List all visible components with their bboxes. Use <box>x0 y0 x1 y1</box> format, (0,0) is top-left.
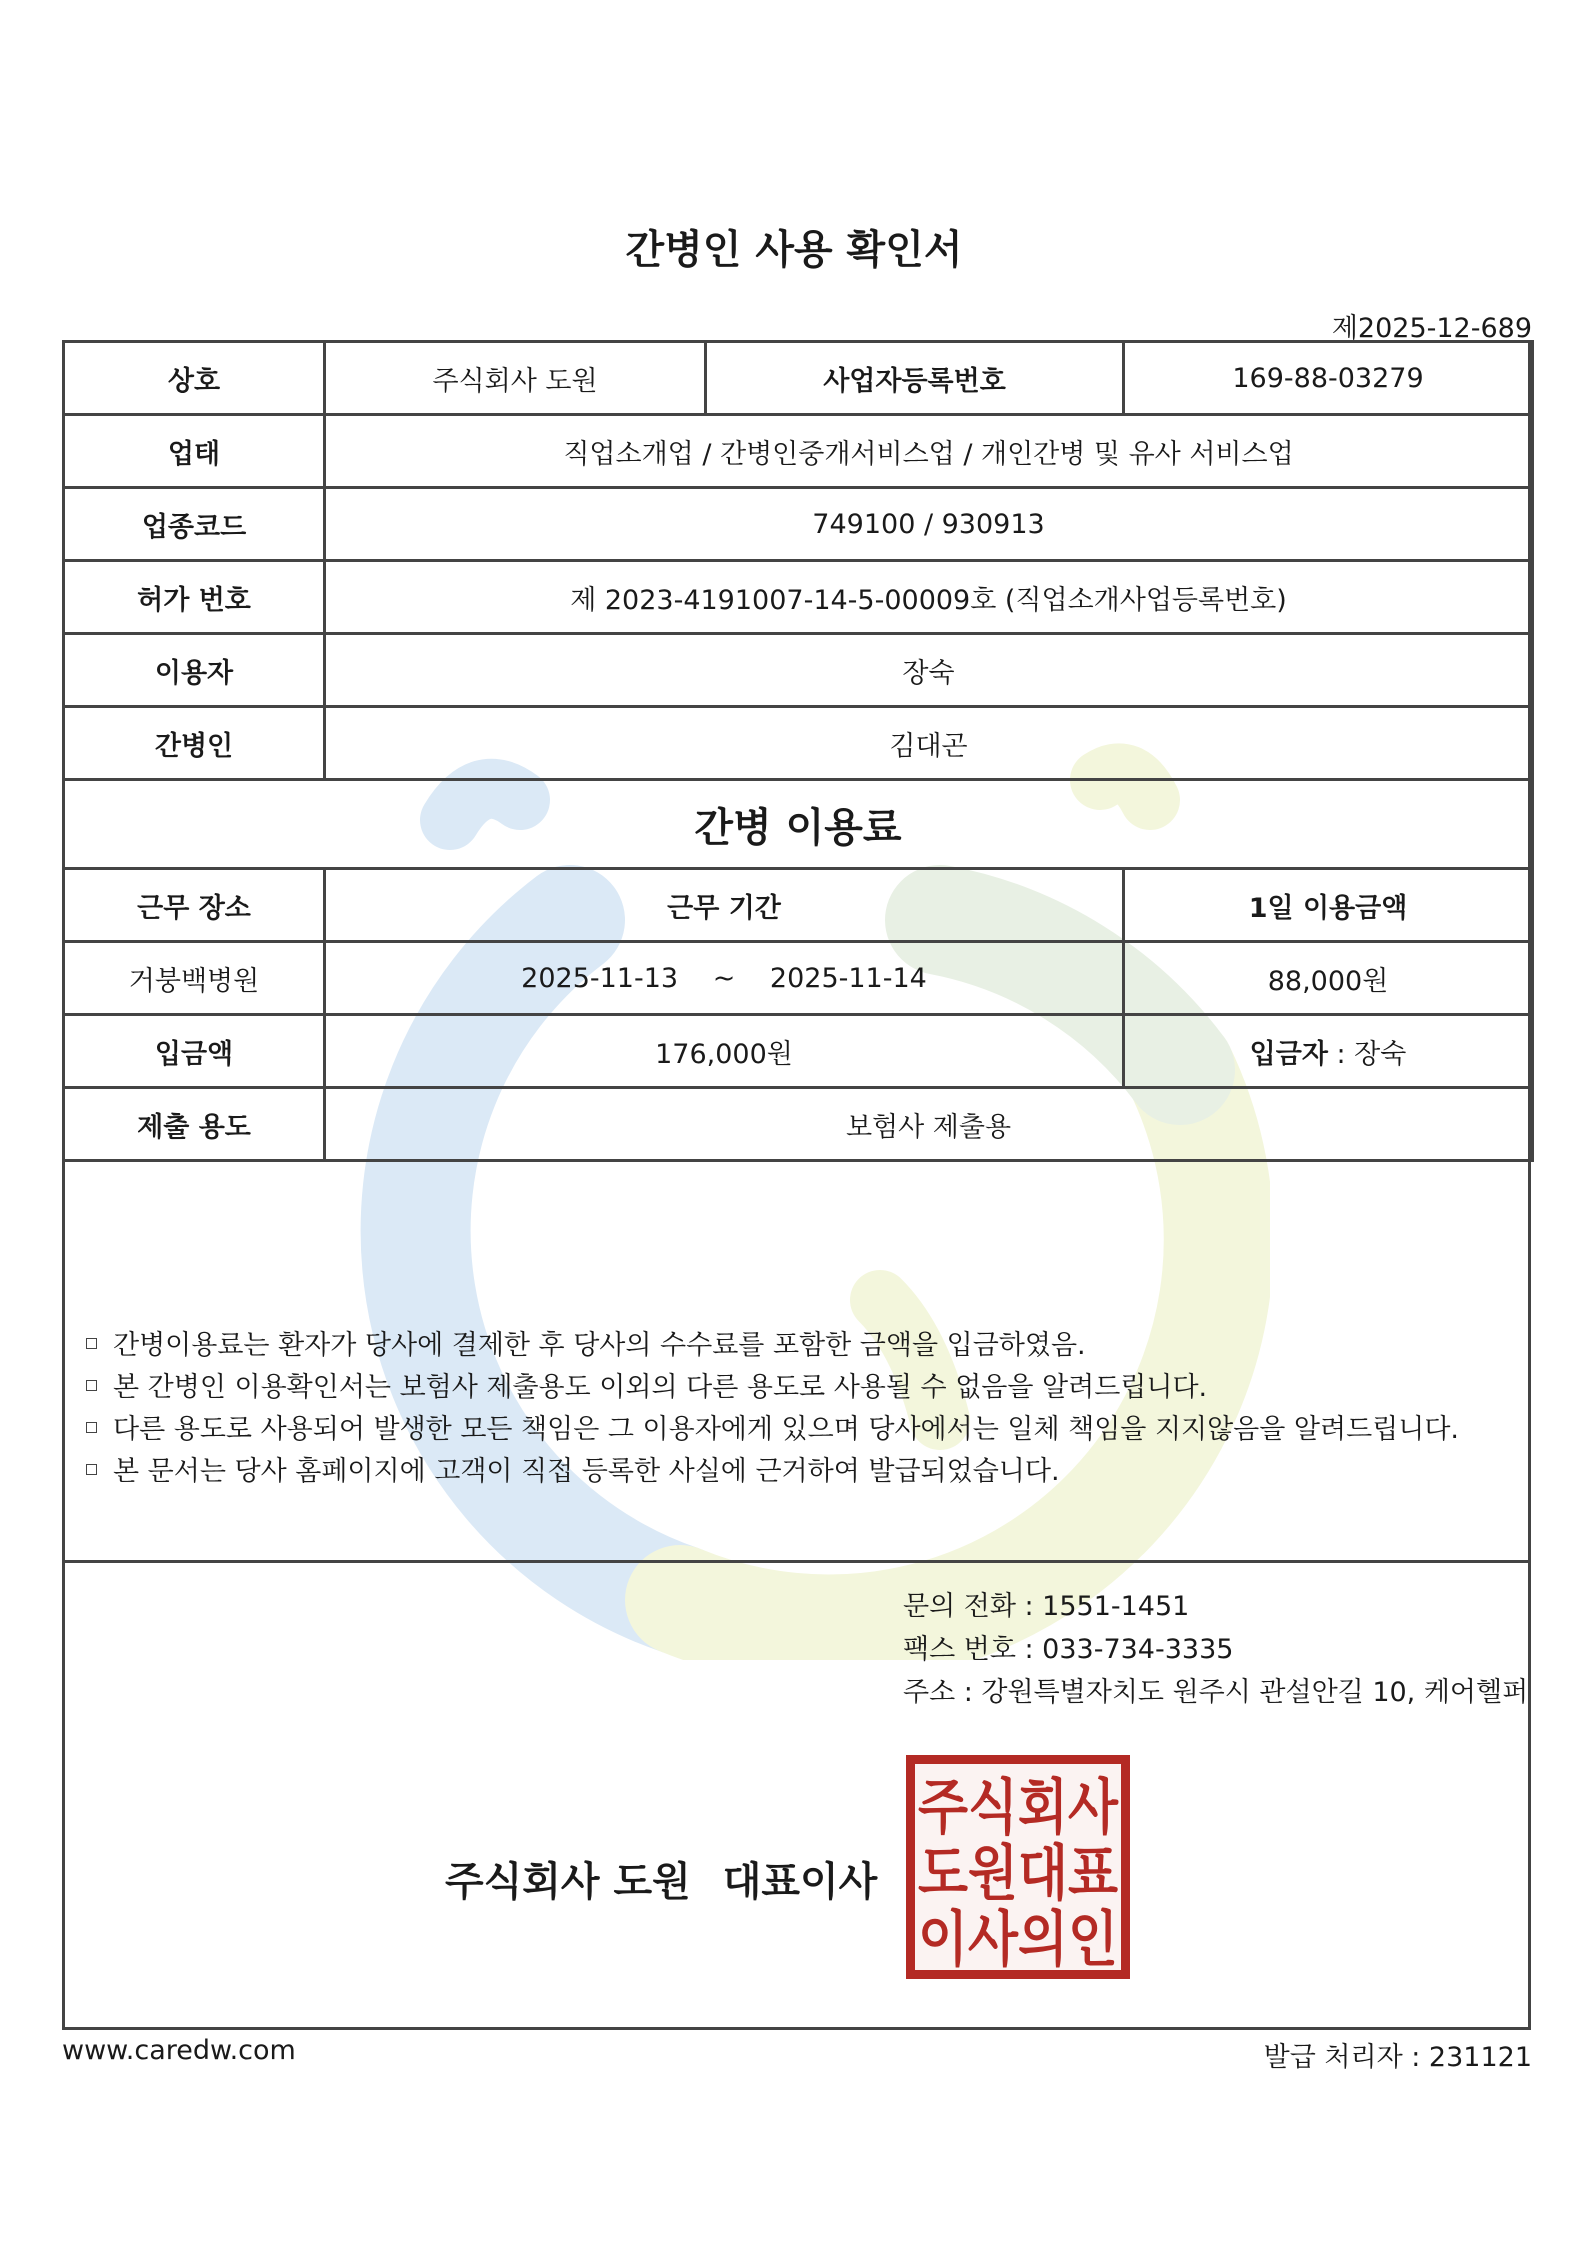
company-seal <box>906 1755 1130 1979</box>
company-name-label: 상호 <box>64 342 325 415</box>
table-row <box>64 561 1533 634</box>
daily-fee-label: 1일 이용금액 <box>1124 869 1533 942</box>
business-type: 직업소개업 / 간병인중개서비스업 / 개인간병 및 유사 서비스업 <box>325 415 1533 488</box>
table-row <box>64 869 1533 942</box>
depositor-cell <box>1124 1015 1533 1088</box>
svg-text:주식회사: 주식회사 <box>918 1773 1119 1843</box>
user-name: 장숙 <box>325 634 1533 707</box>
square-bullet-icon <box>86 1338 97 1349</box>
work-place-label: 근무 장소 <box>64 869 325 942</box>
table-row <box>64 634 1533 707</box>
list-item: 간병이용료는 환자가 당사에 결제한 후 당사의 수수료를 포함한 금액을 입금하였음. <box>86 1325 1459 1367</box>
section-divider <box>62 1560 1531 1563</box>
user-label: 이용자 <box>64 634 325 707</box>
table-row <box>64 1088 1533 1161</box>
table-row <box>64 342 1533 415</box>
table-row <box>64 1015 1533 1088</box>
issuer-id: 발급 처리자 : 231121 <box>1263 2042 1532 2073</box>
website-url: www.caredw.com <box>62 2035 296 2066</box>
document-number: 제2025-12-689 <box>1331 313 1532 344</box>
work-period-label: 근무 기간 <box>325 869 1124 942</box>
period-end: 2025-11-14 <box>769 962 927 994</box>
svg-text:이사의인: 이사의인 <box>918 1905 1118 1975</box>
license-label: 허가 번호 <box>64 561 325 634</box>
deposit-label: 입금액 <box>64 1015 325 1088</box>
industry-code: 749100 / 930913 <box>325 488 1533 561</box>
business-reg-label: 사업자등록번호 <box>706 342 1124 415</box>
deposit-amount: 176,000원 <box>325 1015 1124 1088</box>
document-title: 간병인 사용 확인서 <box>625 227 963 273</box>
period-separator: ~ <box>712 962 736 994</box>
work-period <box>325 942 1124 1015</box>
purpose: 보험사 제출용 <box>325 1088 1533 1161</box>
square-bullet-icon <box>86 1464 97 1475</box>
caregiver-label: 간병인 <box>64 707 325 780</box>
list-item: 다른 용도로 사용되어 발생한 모든 책임은 그 이용자에게 있으며 당사에서는 일체 책임을 지지않음을 알려드립니다. <box>86 1409 1459 1451</box>
notice-list <box>86 1325 1459 1493</box>
table-row <box>64 942 1533 1015</box>
work-place: 거붕백병원 <box>64 942 325 1015</box>
contact-info <box>903 1585 1528 1714</box>
list-item: 본 간병인 이용확인서는 보험사 제출용도 이외의 다른 용도로 사용될 수 없음을 알려드립니다. <box>86 1367 1459 1409</box>
period-start: 2025-11-13 <box>521 962 679 994</box>
business-reg-number: 169-88-03279 <box>1124 342 1533 415</box>
signer-company: 주식회사 도원 <box>445 1859 691 1905</box>
company-name: 주식회사 도원 <box>325 342 706 415</box>
caregiver-name: 김대곤 <box>325 707 1533 780</box>
confirmation-table <box>62 340 1534 1162</box>
depositor-separator: : <box>1327 1038 1355 1070</box>
depositor-name: 장숙 <box>1354 1038 1407 1070</box>
business-type-label: 업태 <box>64 415 325 488</box>
square-bullet-icon <box>86 1380 97 1391</box>
daily-fee: 88,000원 <box>1124 942 1533 1015</box>
fee-section-title: 간병 이용료 <box>64 780 1533 869</box>
table-row <box>64 488 1533 561</box>
svg-text:도원대표: 도원대표 <box>918 1839 1119 1909</box>
signer <box>445 1850 877 1907</box>
signer-title: 대표이사 <box>722 1859 878 1905</box>
license-number: 제 2023-4191007-14-5-00009호 (직업소개사업등록번호) <box>325 561 1533 634</box>
purpose-label: 제출 용도 <box>64 1088 325 1161</box>
contact-address: 주소 : 강원특별자치도 원주시 관설안길 10, 케어헬퍼 <box>903 1677 1529 1708</box>
square-bullet-icon <box>86 1422 97 1433</box>
contact-phone: 문의 전화 : 1551-1451 <box>903 1591 1190 1622</box>
industry-code-label: 업종코드 <box>64 488 325 561</box>
table-row <box>64 780 1533 869</box>
table-row <box>64 415 1533 488</box>
table-row <box>64 707 1533 780</box>
contact-fax: 팩스 번호 : 033-734-3335 <box>903 1634 1234 1665</box>
list-item: 본 문서는 당사 홈페이지에 고객이 직접 등록한 사실에 근거하여 발급되었습니다. <box>86 1451 1459 1493</box>
depositor-label: 입금자 <box>1249 1038 1328 1070</box>
